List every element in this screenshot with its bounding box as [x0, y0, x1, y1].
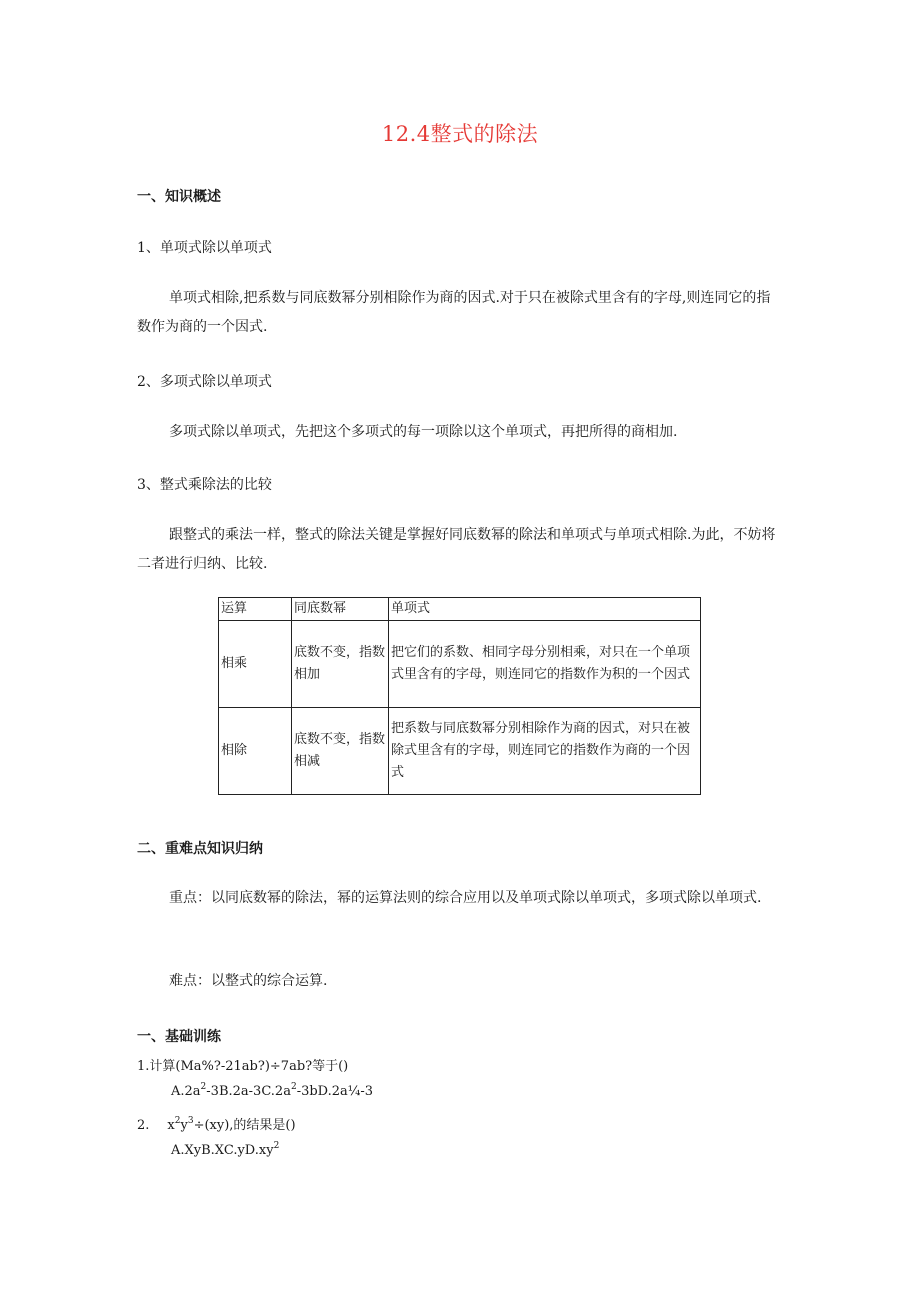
item-title-monomial-division: 1、单项式除以单项式: [137, 240, 272, 256]
item-title-polynomial-division: 2、多项式除以单项式: [137, 374, 272, 390]
comparison-table: [218, 597, 701, 795]
section-heading-key-points: 二、重难点知识归纳: [137, 841, 263, 857]
table-cell: 底数不变，指数相减: [292, 708, 389, 795]
table-cell: 把系数与同底数幂分别相除作为商的因式，对只在被除式里含有的字母，则连同它的指数作为商的一个因式: [389, 708, 701, 795]
section-heading-basic-training: 一、基础训练: [137, 1029, 221, 1045]
item-title-comparison: 3、整式乘除法的比较: [137, 477, 272, 493]
section-heading-overview: 一、知识概述: [137, 189, 221, 205]
table-cell: 底数不变，指数相加: [292, 621, 389, 708]
paragraph-comparison: 跟整式的乘法一样，整式的除法关键是掌握好同底数幂的除法和单项式与单项式相除.为此，不妨将二者进行归纳、比较.: [137, 527, 776, 572]
paragraph-difficulty: 难点：以整式的综合运算.: [169, 973, 328, 989]
table-cell: 相除: [219, 708, 292, 795]
table-header-cell: 同底数幂: [292, 598, 389, 621]
question-1: 1.计算(Ma%?-21ab?)÷7ab?等于(): [137, 1059, 349, 1074]
paragraph-polynomial-division: 多项式除以单项式，先把这个多项式的每一项除以这个单项式，再把所得的商相加.: [169, 424, 678, 440]
paragraph-focus: 重点：以同底数幂的除法，幂的运算法则的综合应用以及单项式除以单项式，多项式除以单项式.: [169, 890, 762, 906]
table-cell: 相乘: [219, 621, 292, 708]
table-header-cell: 单项式: [389, 598, 701, 621]
table-row: [219, 708, 701, 795]
question-2-options: $A.XyB.XC.yD.xy^2$: [171, 1140, 280, 1158]
question-2: 2. $x^2y^3\div(xy)$,的结果是(): [137, 1115, 296, 1133]
table-cell: 把它们的系数、相同字母分别相乘，对只在一个单项式里含有的字母，则连同它的指数作为积的一个因式: [389, 621, 701, 708]
question-1-options: $A.2a^2-3B.2a-3C.2a^2-3bD.2a\frac{1}{4}-3$: [171, 1081, 374, 1099]
table-row: [219, 621, 701, 708]
table-header-row: [219, 598, 701, 621]
paragraph-monomial-division: 单项式相除,把系数与同底数幂分别相除作为商的因式.对于只在被除式里含有的字母,则连同它的指数作为商的一个因式.: [137, 290, 771, 335]
table-header-cell: 运算: [219, 598, 292, 621]
page-title: 12.4整式的除法: [381, 122, 539, 146]
